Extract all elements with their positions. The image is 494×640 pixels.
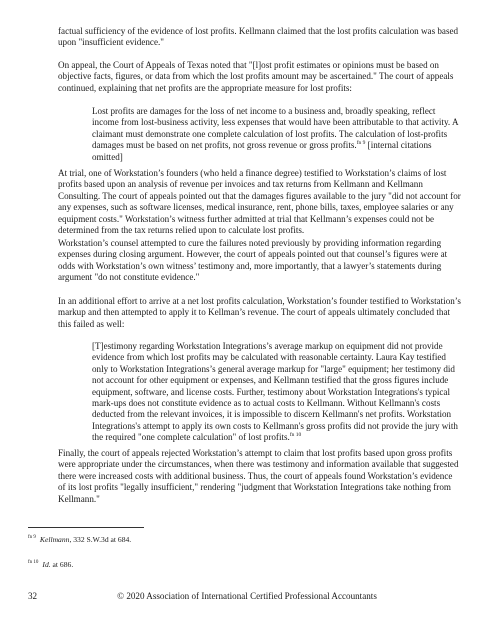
page-number: 32	[28, 591, 38, 601]
footnote-label: fn 10	[28, 560, 39, 566]
footnote-cite: , 332 S.W.3d at 684.	[69, 535, 132, 544]
quote-text: [T]estimony regarding Workstation Integrations’s average markup on equipment did not provide evidence from which lost profits may be calculated with reasonable certainty. Laura Kay testified only to Workstation Integrations’s general average markup for "large" equipment; her testimony did not account for other equipment or expenses, and Kellmann testified that the gross figures include equipment, software, and license costs. Further, testimony about Workstation Integrations's typical mark-ups does not constitute evidence as to actual costs to Kellmann. Without Kellmann's costs deducted from the relevant invoices, it is impossible to discern Kellmann's net profits. Workstation Integrations's attempt to apply its own costs to Kellmann's gross profits did not provide the jury with the required "one complete calculation" of lost profits.	[92, 341, 458, 443]
paragraph-appeal: On appeal, the Court of Appeals of Texas noted that "[l]ost profit estimates or opinions must be based on objective facts, figures, or data from which the lost profits amount may be ascertained." The court of appeals continued, explaining that net profits are the appropriate measure for lost profits:	[58, 60, 454, 93]
paragraph-trial: At trial, one of Workstation’s founders (who held a finance degree) testified to Workstation’s claims of lost profits based upon an analysis of revenue per invoices and tax returns from Kellmann and Kellmann Consulting. The court of appeals pointed out that the damages figures available to the jury "did not account for any expenses, such as software licenses, medical insurance, rent, phone bills, taxes, employee salaries or any equipment costs." Workstation’s witness further admitted at trial that Kellmann’s expenses could not be determined from the tax returns relied upon to calculate lost profits.	[58, 168, 461, 236]
footnote-case: Kellmann	[39, 535, 70, 544]
footnote-9	[28, 535, 131, 544]
footnote-case: Id.	[42, 560, 51, 569]
footnote-ref-9: fn 9	[356, 140, 366, 147]
quote-text: Lost profits are damages for the loss of net income to a business and, broadly speaking, reflect income from lost-business activity, less expenses that would have been attributable to that activity. A claimant must demonstrate one complete calculation of lost profits. The calculation of lost-profits damages must be based on net profits, not gross revenue or gross profits.	[92, 106, 459, 151]
paragraph-counsel: Workstation’s counsel attempted to cure the failures noted previously by providing information regarding expenses during closing argument. However, the court of appeals pointed out that counsel’s figures were at odds with Workstation’s own witness’ testimony and, more importantly, that a lawyer’s statements during argument "do not constitute evidence."	[58, 238, 448, 283]
footnote-label: fn 9	[28, 535, 36, 541]
paragraph-markup-effort: In an additional effort to arrive at a net lost profits calculation, Workstation’s founder testified to Workstation’s markup and then attempted to apply it to Kellman’s revenue. The court of appeals ultimately concluded that this failed as well:	[58, 296, 461, 329]
block-quote-lost-profits	[92, 106, 462, 163]
block-quote-testimony	[92, 341, 462, 444]
quote-tail: [internal citations omitted]	[92, 140, 432, 162]
footnote-ref-10: fn 10	[289, 432, 302, 439]
paragraph-lost-profits-intro: factual sufficiency of the evidence of lost profits. Kellmann claimed that the lost profits calculation was based upon "insufficient evidence."	[58, 26, 459, 48]
copyright-notice: © 2020 Association of International Certified Professional Accountants	[117, 591, 377, 601]
footnote-cite: at 686.	[50, 560, 74, 569]
paragraph-conclusion: Finally, the court of appeals rejected Workstation’s attempt to claim that lost profits based upon gross profits were appropriate under the circumstances, when there was testimony and information available that suggested there were increased costs with additional business. Thus, the court of appeals found Workstation’s evidence of its lost profits "legally insufficient," rendering "judgment that Workstation Integrations take nothing from Kellmann."	[58, 448, 459, 504]
footnote-10	[28, 560, 73, 569]
footnote-divider	[28, 527, 144, 528]
